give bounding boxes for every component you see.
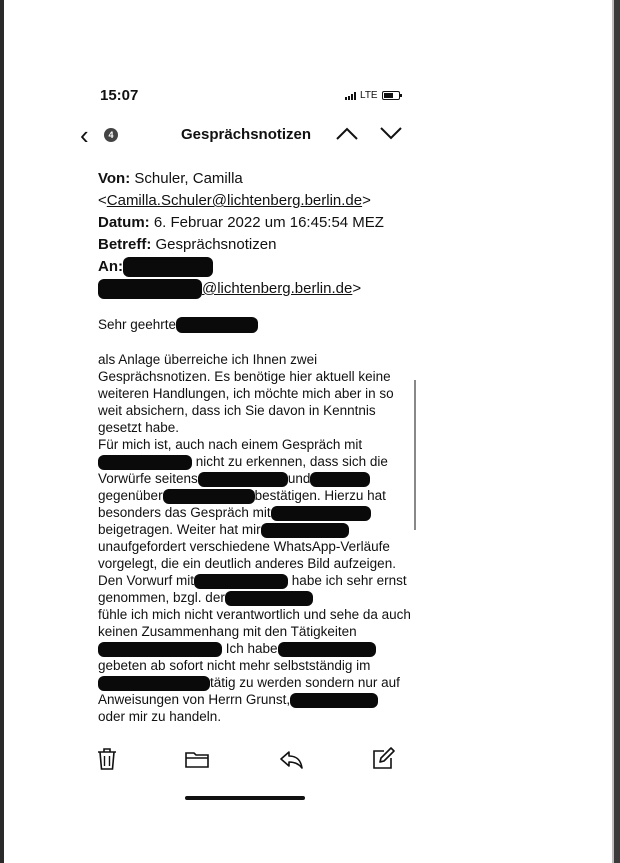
redaction bbox=[310, 472, 370, 487]
mail-body bbox=[98, 316, 418, 725]
from-line bbox=[98, 168, 458, 190]
trash-icon[interactable] bbox=[94, 746, 120, 772]
signal-icon bbox=[345, 92, 356, 100]
scan-edge-left bbox=[0, 0, 4, 863]
redaction bbox=[123, 257, 213, 277]
subject-line bbox=[98, 234, 458, 256]
redaction bbox=[194, 574, 288, 589]
body-text: gebeten ab sofort nicht mehr selbstständig im bbox=[98, 658, 371, 674]
body-text: nicht zu erkennen, dass sich die bbox=[195, 454, 388, 470]
from-email-line[interactable]: <Camilla.Schuler@lichtenberg.berlin.de> bbox=[98, 192, 371, 209]
previous-message-icon[interactable] bbox=[335, 124, 359, 142]
compose-icon[interactable] bbox=[370, 746, 396, 772]
status-bar-right bbox=[345, 90, 400, 101]
paragraph-1: als Anlage überreiche ich Ihnen zwei Gesprächsnotizen. Es benötige hier aktuell keine weiteren Handlungen, ich möchte mich aber in so weit absichern, dass ich Sie davon in Kenntnis gesetzt habe. bbox=[98, 352, 394, 436]
body-text: und bbox=[287, 471, 311, 487]
from-label: Von: bbox=[98, 170, 131, 187]
body-text: oder mir zu handeln. bbox=[98, 709, 222, 725]
mail-header bbox=[98, 168, 458, 300]
redaction bbox=[225, 591, 313, 606]
mail-nav-bar bbox=[80, 122, 480, 152]
network-label: LTE bbox=[360, 90, 378, 101]
subject-label: Betreff: bbox=[98, 236, 152, 253]
redaction bbox=[98, 455, 192, 470]
from-name: Schuler, Camilla bbox=[134, 170, 243, 187]
to-label: An: bbox=[98, 258, 123, 275]
phone-screen bbox=[70, 40, 570, 840]
redaction bbox=[198, 472, 288, 487]
scan-edge-right bbox=[614, 0, 620, 863]
to-line bbox=[98, 256, 458, 278]
redaction bbox=[163, 489, 255, 504]
redaction bbox=[290, 693, 378, 708]
redaction bbox=[278, 642, 376, 657]
body-text: tätig zu werden sondern nur auf Anweisungen von Herrn Grunst, bbox=[98, 675, 400, 708]
reply-icon[interactable] bbox=[278, 746, 304, 772]
paragraph-2 bbox=[98, 436, 418, 725]
status-time: 15:07 bbox=[100, 87, 139, 104]
redaction bbox=[271, 506, 371, 521]
greeting-text: Sehr geehrte bbox=[98, 317, 177, 332]
home-indicator[interactable] bbox=[185, 796, 305, 800]
date-label: Datum: bbox=[98, 214, 150, 231]
folder-icon[interactable] bbox=[184, 746, 210, 772]
date-value: 6. Februar 2022 um 16:45:54 MEZ bbox=[153, 214, 384, 231]
body-text: habe ich sehr ernst genommen, bzgl. der bbox=[98, 573, 407, 606]
body-text: Für mich ist, auch nach einem Gespräch mit bbox=[98, 437, 363, 453]
body-text: Vorwürfe seitens bbox=[98, 471, 198, 487]
redaction bbox=[176, 317, 258, 333]
scroll-indicator bbox=[414, 380, 416, 530]
date-line bbox=[98, 212, 458, 234]
body-text: fühle ich mich nicht verantwortlich und sehe da auch keinen Zusammenhang mit den Tätigkeiten bbox=[98, 607, 411, 640]
to-email-line[interactable]: @lichtenberg.berlin.de> bbox=[98, 278, 458, 300]
to-email-domain[interactable]: @lichtenberg.berlin.de bbox=[202, 280, 353, 297]
body-text: gegenüber bbox=[98, 488, 163, 504]
mail-toolbar bbox=[94, 746, 414, 776]
redaction bbox=[261, 523, 349, 538]
body-text: unaufgefordert verschiedene WhatsApp-Verläufe vorgelegt, die ein deutlich anderes Bild aufzeigen. Den Vorwurf mit bbox=[98, 539, 396, 589]
subject-value: Gesprächsnotizen bbox=[155, 236, 277, 253]
battery-icon bbox=[382, 91, 400, 100]
mail-subject-title: Gesprächsnotizen bbox=[181, 126, 312, 143]
redaction bbox=[98, 279, 202, 299]
from-email[interactable]: Camilla.Schuler@lichtenberg.berlin.de bbox=[106, 192, 363, 209]
body-text: besonders das Gespräch mit bbox=[98, 505, 271, 521]
next-message-icon[interactable] bbox=[379, 124, 403, 142]
redaction bbox=[98, 676, 210, 691]
redaction bbox=[98, 642, 222, 657]
back-chevron-icon[interactable]: ‹ bbox=[80, 120, 89, 150]
body-text: Ich habe bbox=[225, 641, 278, 657]
greeting bbox=[98, 316, 418, 333]
unread-count-badge: 4 bbox=[104, 128, 118, 142]
body-text: bestätigen. Hierzu hat bbox=[254, 488, 386, 504]
body-text: beigetragen. Weiter hat mir bbox=[98, 522, 261, 538]
